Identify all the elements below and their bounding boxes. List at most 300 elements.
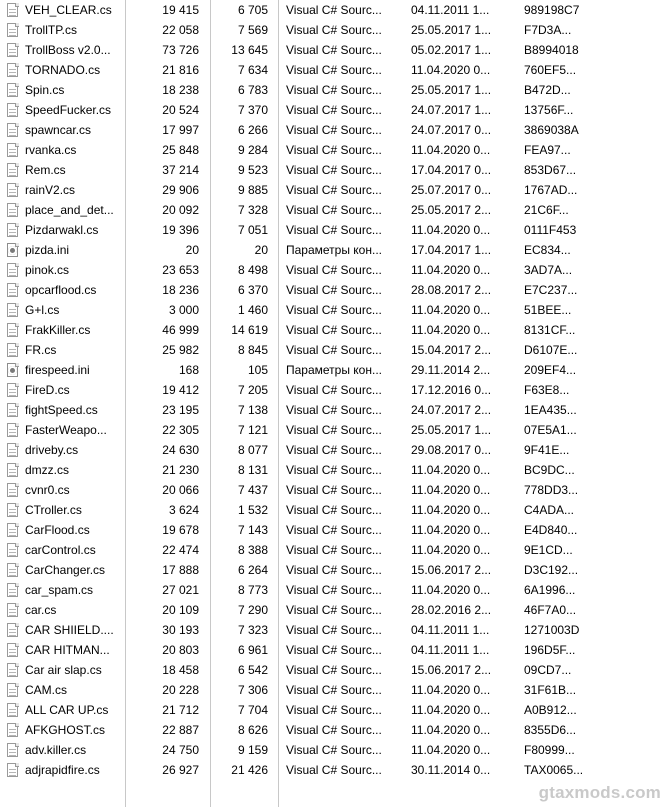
file-type-cell: Visual C# Sourc... [286, 403, 382, 417]
file-name-cell[interactable] [0, 760, 125, 780]
file-crc-cell: BC9DC... [524, 463, 575, 477]
file-name-label: ALL CAR UP.cs [25, 703, 109, 717]
file-name-label: FrakKiller.cs [25, 323, 91, 337]
file-size-cell: 30 193 [162, 623, 199, 637]
file-modified-cell: 15.06.2017 2... [411, 663, 492, 677]
file-type-cell: Visual C# Sourc... [286, 223, 382, 237]
file-packed-cell: 8 845 [237, 343, 268, 357]
table-row[interactable] [0, 340, 669, 360]
file-type-cell: Visual C# Sourc... [286, 443, 382, 457]
table-row[interactable] [0, 200, 669, 220]
file-name-cell[interactable] [0, 560, 125, 580]
file-crc-cell: FEA97... [524, 143, 571, 157]
table-row[interactable] [0, 180, 669, 200]
file-packed-cell: 6 370 [237, 283, 268, 297]
file-name-label: TrollTP.cs [25, 23, 78, 37]
file-modified-cell: 25.05.2017 1... [411, 83, 492, 97]
file-name-label: CAM.cs [25, 683, 67, 697]
file-packed-cell: 13 645 [231, 43, 268, 57]
file-type-cell: Visual C# Sourc... [286, 43, 382, 57]
file-modified-cell: 28.02.2016 2... [411, 603, 492, 617]
file-name-cell[interactable] [0, 340, 125, 360]
file-name-cell[interactable] [0, 740, 125, 760]
table-row[interactable] [0, 460, 669, 480]
file-size-cell: 21 712 [162, 703, 199, 717]
cs-file-icon [6, 562, 20, 578]
file-crc-cell: B472D... [524, 83, 571, 97]
table-row[interactable] [0, 120, 669, 140]
file-name-cell[interactable] [0, 40, 125, 60]
file-crc-cell: 51BEE... [524, 303, 572, 317]
file-type-cell: Visual C# Sourc... [286, 303, 382, 317]
file-packed-cell: 7 569 [237, 23, 268, 37]
file-name-cell[interactable] [0, 400, 125, 420]
file-packed-cell: 8 626 [237, 723, 268, 737]
cs-file-icon [6, 542, 20, 558]
file-packed-cell: 6 783 [237, 83, 268, 97]
file-modified-cell: 25.05.2017 1... [411, 423, 492, 437]
file-type-cell: Visual C# Sourc... [286, 643, 382, 657]
file-name-label: TrollBoss v2.0... [25, 43, 111, 57]
file-name-label: FasterWeapo... [25, 423, 107, 437]
file-name-cell[interactable] [0, 20, 125, 40]
file-packed-cell: 6 264 [237, 563, 268, 577]
file-modified-cell: 11.04.2020 0... [411, 323, 491, 337]
file-modified-cell: 04.11.2011 1... [411, 643, 490, 657]
table-row[interactable] [0, 380, 669, 400]
cs-file-icon [6, 742, 20, 758]
file-name-cell[interactable] [0, 620, 125, 640]
file-name-cell[interactable] [0, 500, 125, 520]
table-row[interactable] [0, 760, 669, 780]
file-packed-cell: 7 205 [237, 383, 268, 397]
ini-config-icon [6, 362, 20, 378]
file-type-cell: Visual C# Sourc... [286, 463, 382, 477]
file-name-label: adjrapidfire.cs [25, 763, 100, 777]
file-name-cell[interactable] [0, 320, 125, 340]
file-type-cell: Visual C# Sourc... [286, 383, 382, 397]
table-row[interactable] [0, 640, 669, 660]
table-row[interactable] [0, 140, 669, 160]
file-crc-cell: 8355D6... [524, 723, 577, 737]
file-crc-cell: 21C6F... [524, 203, 569, 217]
file-type-cell: Visual C# Sourc... [286, 323, 382, 337]
file-crc-cell: 8131CF... [524, 323, 576, 337]
file-name-cell[interactable] [0, 240, 125, 260]
file-crc-cell: 1EA435... [524, 403, 577, 417]
table-row[interactable] [0, 600, 669, 620]
file-crc-cell: D3C192... [524, 563, 579, 577]
file-packed-cell: 7 121 [237, 423, 268, 437]
file-packed-cell: 8 773 [237, 583, 268, 597]
file-modified-cell: 24.07.2017 1... [411, 103, 492, 117]
cs-file-icon [6, 322, 20, 338]
file-name-label: carControl.cs [25, 543, 96, 557]
cs-file-icon [6, 762, 20, 778]
file-modified-cell: 11.04.2020 0... [411, 503, 491, 517]
file-modified-cell: 24.07.2017 0... [411, 123, 492, 137]
file-name-label: adv.killer.cs [25, 743, 87, 757]
file-packed-cell: 7 051 [237, 223, 268, 237]
file-size-cell: 22 058 [162, 23, 199, 37]
table-row[interactable] [0, 620, 669, 640]
file-type-cell: Visual C# Sourc... [286, 343, 382, 357]
file-packed-cell: 7 328 [237, 203, 268, 217]
table-row[interactable] [0, 360, 669, 380]
file-modified-cell: 11.04.2020 0... [411, 723, 491, 737]
cs-file-icon [6, 482, 20, 498]
file-modified-cell: 11.04.2020 0... [411, 263, 491, 277]
file-modified-cell: 04.11.2011 1... [411, 3, 490, 17]
cs-file-icon [6, 402, 20, 418]
file-size-cell: 20 [185, 243, 199, 257]
file-crc-cell: F80999... [524, 743, 575, 757]
table-row[interactable] [0, 520, 669, 540]
file-packed-cell: 7 290 [237, 603, 268, 617]
file-size-cell: 17 997 [162, 123, 199, 137]
file-type-cell: Visual C# Sourc... [286, 163, 382, 177]
file-crc-cell: F63E8... [524, 383, 570, 397]
file-type-cell: Visual C# Sourc... [286, 663, 382, 677]
file-name-label: spawncar.cs [25, 123, 92, 137]
cs-file-icon [6, 522, 20, 538]
file-crc-cell: 989198C7 [524, 3, 580, 17]
file-packed-cell: 9 885 [237, 183, 268, 197]
table-row[interactable] [0, 320, 669, 340]
cs-file-icon [6, 682, 20, 698]
file-modified-cell: 25.07.2017 0... [411, 183, 492, 197]
file-type-cell: Visual C# Sourc... [286, 523, 382, 537]
file-size-cell: 19 412 [162, 383, 199, 397]
cs-file-icon [6, 302, 20, 318]
file-modified-cell: 11.04.2020 0... [411, 223, 491, 237]
table-row[interactable] [0, 80, 669, 100]
file-name-cell[interactable] [0, 300, 125, 320]
file-packed-cell: 6 961 [237, 643, 268, 657]
file-modified-cell: 11.04.2020 0... [411, 743, 491, 757]
file-modified-cell: 28.08.2017 2... [411, 283, 492, 297]
file-type-cell: Visual C# Sourc... [286, 83, 382, 97]
file-name-label: TORNADO.cs [25, 63, 101, 77]
file-crc-cell: F7D3A... [524, 23, 572, 37]
file-name-cell[interactable] [0, 540, 125, 560]
file-name-label: CTroller.cs [25, 503, 82, 517]
file-modified-cell: 25.05.2017 1... [411, 23, 492, 37]
cs-file-icon [6, 102, 20, 118]
file-name-cell[interactable] [0, 0, 125, 20]
cs-file-icon [6, 342, 20, 358]
file-name-label: CarChanger.cs [25, 563, 106, 577]
cs-file-icon [6, 442, 20, 458]
file-name-cell[interactable] [0, 480, 125, 500]
file-crc-cell: 9F41E... [524, 443, 570, 457]
file-name-cell[interactable] [0, 460, 125, 480]
table-row[interactable] [0, 500, 669, 520]
file-packed-cell: 7 634 [237, 63, 268, 77]
table-row[interactable] [0, 740, 669, 760]
file-crc-cell: 31F61B... [524, 683, 577, 697]
file-modified-cell: 15.04.2017 2... [411, 343, 492, 357]
file-size-cell: 21 230 [162, 463, 199, 477]
file-name-label: rainV2.cs [25, 183, 76, 197]
file-size-cell: 20 228 [162, 683, 199, 697]
table-row[interactable] [0, 60, 669, 80]
file-modified-cell: 15.06.2017 2... [411, 563, 492, 577]
file-type-cell: Visual C# Sourc... [286, 63, 382, 77]
file-size-cell: 22 305 [162, 423, 199, 437]
table-row[interactable] [0, 700, 669, 720]
file-size-cell: 23 195 [162, 403, 199, 417]
table-row[interactable] [0, 220, 669, 240]
file-packed-cell: 6 542 [237, 663, 268, 677]
file-modified-cell: 11.04.2020 0... [411, 463, 491, 477]
cs-file-icon [6, 122, 20, 138]
file-modified-cell: 30.11.2014 0... [411, 763, 491, 777]
file-crc-cell: A0B912... [524, 703, 577, 717]
table-row[interactable] [0, 580, 669, 600]
table-row[interactable] [0, 300, 669, 320]
file-packed-cell: 7 704 [237, 703, 268, 717]
file-crc-cell: 760EF5... [524, 63, 577, 77]
file-crc-cell: TAX0065... [524, 763, 584, 777]
table-row[interactable] [0, 100, 669, 120]
file-size-cell: 27 021 [162, 583, 199, 597]
file-modified-cell: 11.04.2020 0... [411, 63, 491, 77]
table-row[interactable] [0, 440, 669, 460]
file-type-cell: Visual C# Sourc... [286, 763, 382, 777]
file-modified-cell: 11.04.2020 0... [411, 483, 491, 497]
file-size-cell: 20 092 [162, 203, 199, 217]
file-size-cell: 18 236 [162, 283, 199, 297]
file-packed-cell: 1 460 [237, 303, 268, 317]
file-size-cell: 46 999 [162, 323, 199, 337]
file-crc-cell: E7C237... [524, 283, 578, 297]
file-modified-cell: 11.04.2020 0... [411, 143, 491, 157]
file-crc-cell: 0111F453 [524, 223, 577, 237]
cs-file-icon [6, 622, 20, 638]
table-row[interactable] [0, 40, 669, 60]
table-row[interactable] [0, 240, 669, 260]
file-size-cell: 18 238 [162, 83, 199, 97]
file-name-label: Rem.cs [25, 163, 66, 177]
file-name-label: place_and_det... [25, 203, 114, 217]
file-modified-cell: 05.02.2017 1... [411, 43, 492, 57]
file-crc-cell: 13756F... [524, 103, 574, 117]
cs-file-icon [6, 202, 20, 218]
file-name-cell[interactable] [0, 200, 125, 220]
file-packed-cell: 8 388 [237, 543, 268, 557]
file-crc-cell: B8994018 [524, 43, 579, 57]
file-type-cell: Visual C# Sourc... [286, 123, 382, 137]
file-type-cell: Visual C# Sourc... [286, 503, 382, 517]
file-name-cell[interactable] [0, 180, 125, 200]
file-crc-cell: 1271003D [524, 623, 580, 637]
file-name-label: AFKGHOST.cs [25, 723, 106, 737]
file-packed-cell: 8 498 [237, 263, 268, 277]
file-crc-cell: 9E1CD... [524, 543, 573, 557]
file-name-label: firespeed.ini [25, 363, 90, 377]
file-type-cell: Visual C# Sourc... [286, 23, 382, 37]
file-crc-cell: 778DD3... [524, 483, 579, 497]
file-type-cell: Visual C# Sourc... [286, 703, 382, 717]
file-modified-cell: 11.04.2020 0... [411, 543, 491, 557]
cs-file-icon [6, 642, 20, 658]
cs-file-icon [6, 282, 20, 298]
file-size-cell: 21 816 [162, 63, 199, 77]
file-type-cell: Visual C# Sourc... [286, 143, 382, 157]
file-name-label: cvnr0.cs [25, 483, 70, 497]
file-type-cell: Visual C# Sourc... [286, 203, 382, 217]
file-packed-cell: 6 705 [237, 3, 268, 17]
file-modified-cell: 11.04.2020 0... [411, 303, 491, 317]
file-crc-cell: 07E5A1... [524, 423, 577, 437]
file-type-cell: Visual C# Sourc... [286, 683, 382, 697]
file-name-label: dmzz.cs [25, 463, 70, 477]
file-packed-cell: 9 284 [237, 143, 268, 157]
file-size-cell: 3 624 [168, 503, 199, 517]
cs-file-icon [6, 162, 20, 178]
table-row[interactable] [0, 480, 669, 500]
file-name-cell[interactable] [0, 360, 125, 380]
file-size-cell: 25 982 [162, 343, 199, 357]
table-row[interactable] [0, 20, 669, 40]
site-watermark: gtaxmods.com [538, 783, 661, 802]
file-modified-cell: 11.04.2020 0... [411, 703, 491, 717]
table-row[interactable] [0, 280, 669, 300]
file-name-cell[interactable] [0, 600, 125, 620]
table-row[interactable] [0, 400, 669, 420]
table-row[interactable] [0, 560, 669, 580]
file-size-cell: 24 750 [162, 743, 199, 757]
file-name-label: opcarflood.cs [25, 283, 97, 297]
cs-file-icon [6, 722, 20, 738]
table-row[interactable] [0, 260, 669, 280]
file-size-cell: 20 066 [162, 483, 199, 497]
file-name-cell[interactable] [0, 140, 125, 160]
cs-file-icon [6, 222, 20, 238]
file-crc-cell: 09CD7... [524, 663, 572, 677]
file-size-cell: 20 524 [162, 103, 199, 117]
file-packed-cell: 7 370 [237, 103, 268, 117]
table-row[interactable] [0, 160, 669, 180]
file-size-cell: 23 653 [162, 263, 199, 277]
file-name-cell[interactable] [0, 440, 125, 460]
table-row[interactable] [0, 0, 669, 20]
file-name-label: car.cs [25, 603, 57, 617]
file-size-cell: 22 474 [162, 543, 199, 557]
file-size-cell: 19 415 [162, 3, 199, 17]
file-name-label: VEH_CLEAR.cs [25, 3, 112, 17]
file-type-cell: Параметры кон... [286, 363, 382, 377]
cs-file-icon [6, 22, 20, 38]
file-name-cell[interactable] [0, 680, 125, 700]
file-name-label: Car air slap.cs [25, 663, 102, 677]
file-name-cell[interactable] [0, 520, 125, 540]
file-modified-cell: 04.11.2011 1... [411, 623, 490, 637]
file-name-cell[interactable] [0, 380, 125, 400]
table-row[interactable] [0, 680, 669, 700]
file-name-cell[interactable] [0, 60, 125, 80]
file-name-cell[interactable] [0, 80, 125, 100]
file-size-cell: 168 [178, 363, 199, 377]
file-size-cell: 3 000 [168, 303, 199, 317]
cs-file-icon [6, 662, 20, 678]
cs-file-icon [6, 62, 20, 78]
file-crc-cell: 209EF4... [524, 363, 577, 377]
file-type-cell: Visual C# Sourc... [286, 183, 382, 197]
table-row[interactable] [0, 420, 669, 440]
file-name-cell[interactable] [0, 640, 125, 660]
file-size-cell: 22 887 [162, 723, 199, 737]
file-type-cell: Visual C# Sourc... [286, 483, 382, 497]
file-name-cell[interactable] [0, 660, 125, 680]
file-type-cell: Visual C# Sourc... [286, 423, 382, 437]
file-packed-cell: 105 [247, 363, 268, 377]
file-crc-cell: 853D67... [524, 163, 577, 177]
file-name-cell[interactable] [0, 120, 125, 140]
file-type-cell: Visual C# Sourc... [286, 263, 382, 277]
file-modified-cell: 29.11.2014 2... [411, 363, 491, 377]
cs-file-icon [6, 602, 20, 618]
file-packed-cell: 7 323 [237, 623, 268, 637]
file-packed-cell: 9 159 [237, 743, 268, 757]
file-name-cell[interactable] [0, 260, 125, 280]
file-name-cell[interactable] [0, 220, 125, 240]
file-name-label: CAR SHIIELD.... [25, 623, 114, 637]
file-name-cell[interactable] [0, 280, 125, 300]
file-name-cell[interactable] [0, 420, 125, 440]
file-modified-cell: 11.04.2020 0... [411, 583, 491, 597]
file-crc-cell: 1767AD... [524, 183, 578, 197]
file-type-cell: Visual C# Sourc... [286, 3, 382, 17]
file-modified-cell: 24.07.2017 2... [411, 403, 492, 417]
file-name-label: FireD.cs [25, 383, 70, 397]
file-size-cell: 24 630 [162, 443, 199, 457]
file-modified-cell: 17.12.2016 0... [411, 383, 492, 397]
file-crc-cell: 196D5F... [524, 643, 576, 657]
file-type-cell: Visual C# Sourc... [286, 103, 382, 117]
file-type-cell: Visual C# Sourc... [286, 283, 382, 297]
file-packed-cell: 9 523 [237, 163, 268, 177]
file-crc-cell: 3869038A [524, 123, 579, 137]
file-name-cell[interactable] [0, 100, 125, 120]
file-crc-cell: EC834... [524, 243, 571, 257]
file-name-label: Spin.cs [25, 83, 65, 97]
table-row[interactable] [0, 660, 669, 680]
file-name-label: fightSpeed.cs [25, 403, 98, 417]
file-size-cell: 26 927 [162, 763, 199, 777]
file-name-cell[interactable] [0, 580, 125, 600]
table-row[interactable] [0, 720, 669, 740]
file-packed-cell: 7 138 [237, 403, 268, 417]
file-size-cell: 25 848 [162, 143, 199, 157]
file-name-cell[interactable] [0, 720, 125, 740]
file-name-label: car_spam.cs [25, 583, 94, 597]
file-packed-cell: 8 077 [237, 443, 268, 457]
file-size-cell: 73 726 [162, 43, 199, 57]
table-row[interactable] [0, 540, 669, 560]
file-type-cell: Visual C# Sourc... [286, 723, 382, 737]
cs-file-icon [6, 582, 20, 598]
file-type-cell: Visual C# Sourc... [286, 743, 382, 757]
file-crc-cell: 46F7A0... [524, 603, 577, 617]
file-crc-cell: D6107E... [524, 343, 578, 357]
file-name-cell[interactable] [0, 160, 125, 180]
file-name-label: driveby.cs [25, 443, 79, 457]
file-name-cell[interactable] [0, 700, 125, 720]
file-modified-cell: 17.04.2017 0... [411, 163, 492, 177]
file-packed-cell: 7 143 [237, 523, 268, 537]
